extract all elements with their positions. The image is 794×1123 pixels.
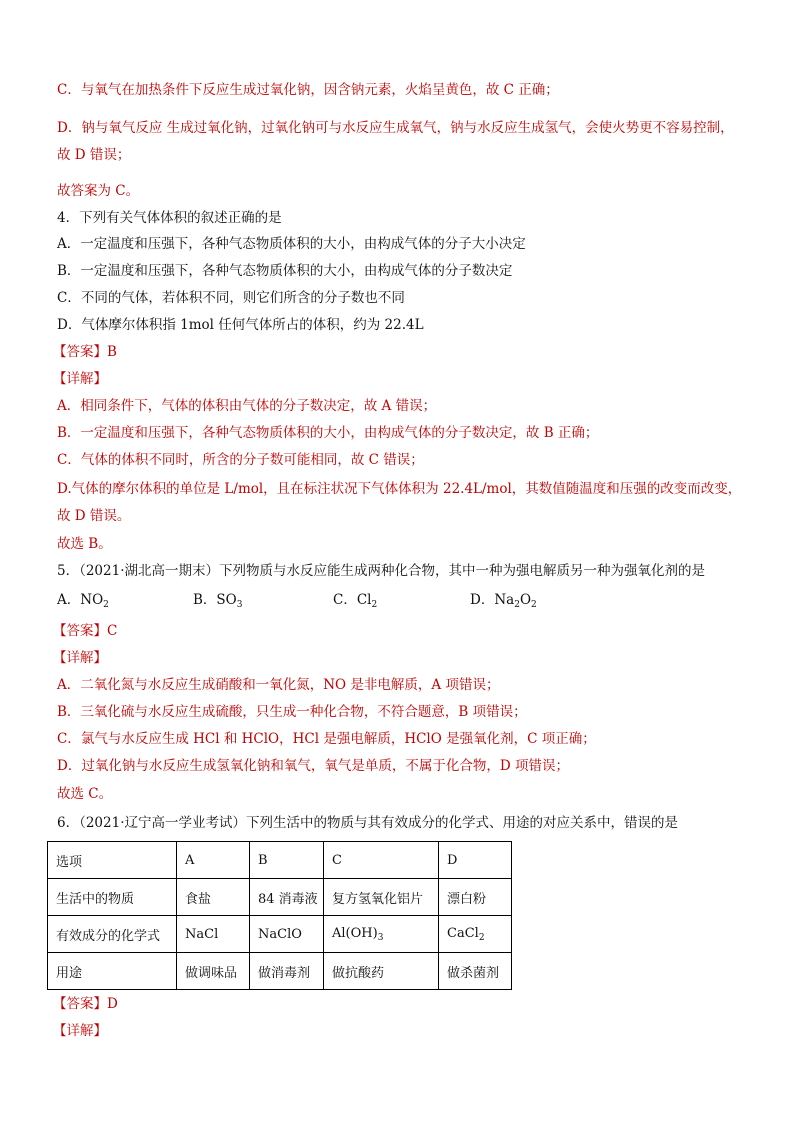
table-cell: 食盐 — [177, 879, 250, 916]
q5-explanation-c: C．氯气与水反应生成 HCl 和 HClO，HCl 是强电解质，HClO 是强氧化剂，C 项正确； — [57, 731, 596, 747]
q5-detail-label: 【详解】 — [53, 650, 107, 666]
q4-explanation-a: A．相同条件下，气体的体积由气体的分子数决定，故 A 错误； — [57, 398, 437, 414]
q6-detail-label: 【详解】 — [53, 1023, 107, 1039]
q3-conclusion: 故答案为 C。 — [57, 183, 140, 199]
table-cell: 84 消毒液 — [250, 879, 324, 916]
q5-stem: 5．（2021·湖北高一期末）下列物质与水反应能生成两种化合物，其中一种为强电解质另一种为强氧化剂的是 — [57, 563, 705, 579]
table-cell: A — [177, 842, 250, 879]
q4-explanation-d-line1: D.气体的摩尔体积的单位是 L/mol，且在标注状况下气体体积为 22.4L/mol，其数值随温度和压强的改变而改变， — [57, 481, 742, 497]
q3-explanation-d-line2: 故 D 错误； — [57, 147, 131, 163]
table-cell: 做调味品 — [177, 953, 250, 990]
q5-option-b: B．$SO_3$ — [193, 592, 243, 610]
q5-explanation-a: A．二氧化氮与水反应生成硝酸和一氧化氮，NO 是非电解质，A 项错误； — [57, 677, 500, 693]
q5-explanation-b: B．三氧化硫与水反应生成硫酸，只生成一种化合物，不符合题意，B 项错误； — [57, 704, 527, 720]
q5-explanation-d: D．过氧化钠与水反应生成氢氧化钠和氧气，氧气是单质，不属于化合物，D 项错误； — [57, 758, 569, 774]
q6-table — [47, 841, 512, 990]
q6-stem: 6．（2021·辽宁高一学业考试）下列生活中的物质与其有效成分的化学式、用途的对应关系中，错误的是 — [57, 815, 678, 831]
q4-option-a: A．一定温度和压强下，各种气态物质体积的大小，由构成气体的分子大小决定 — [57, 236, 526, 252]
q5-answer: 【答案】C — [53, 623, 118, 639]
table-cell: 漂白粉 — [439, 879, 512, 916]
q4-explanation-d-line2: 故 D 错误。 — [57, 508, 131, 524]
q4-explanation-b: B．一定温度和压强下，各种气态物质体积的大小，由构成气体的分子数决定，故 B 正确； — [57, 425, 599, 441]
table-cell: 做抗酸药 — [324, 953, 439, 990]
table-cell: 选项 — [48, 842, 177, 879]
q4-conclusion: 故选 B。 — [57, 536, 112, 552]
table-row — [48, 842, 512, 879]
table-cell: 生活中的物质 — [48, 879, 177, 916]
table-cell: 做杀菌剂 — [439, 953, 512, 990]
table-cell: NaClO — [250, 916, 324, 953]
table-cell: 用途 — [48, 953, 177, 990]
q6-answer: 【答案】D — [53, 996, 118, 1012]
table-cell: NaCl — [177, 916, 250, 953]
q5-option-a: A．$NO_2$ — [57, 592, 109, 610]
q5-option-d: D．$Na_2O_2$ — [470, 592, 537, 610]
q3-explanation-d-line1: D．钠与氧气反应 生成过氧化钠，过氧化钠可与水反应生成氧气，钠与水反应生成氢气，会使火势更不容易控制， — [57, 120, 734, 136]
table-row — [48, 879, 512, 916]
q5-option-c: C．$Cl_2$ — [333, 592, 378, 610]
table-cell: CaCl$_2$ — [439, 916, 512, 953]
q4-option-b: B．一定温度和压强下，各种气态物质体积的大小，由构成气体的分子数决定 — [57, 263, 513, 279]
q4-detail-label: 【详解】 — [53, 371, 107, 387]
table-row — [48, 953, 512, 990]
q4-stem: 4．下列有关气体体积的叙述正确的是 — [57, 210, 282, 226]
q4-answer: 【答案】B — [53, 344, 117, 360]
table-cell: D — [439, 842, 512, 879]
table-cell: 复方氢氧化铝片 — [324, 879, 439, 916]
q5-conclusion: 故选 C。 — [57, 786, 113, 802]
q4-explanation-c: C．气体的体积不同时，所含的分子数可能相同，故 C 错误； — [57, 452, 424, 468]
q3-explanation-c: C．与氧气在加热条件下反应生成过氧化钠，因含钠元素，火焰呈黄色，故 C 正确； — [57, 82, 559, 98]
q4-option-d: D．气体摩尔体积指 1mol 任何气体所占的体积，约为 22.4L — [57, 317, 424, 333]
table-cell: $Al(OH)_3$ — [324, 916, 439, 953]
table-cell: C — [324, 842, 439, 879]
q4-option-c: C．不同的气体，若体积不同，则它们所含的分子数也不同 — [57, 290, 405, 306]
table-cell: B — [250, 842, 324, 879]
table-cell: 有效成分的化学式 — [48, 916, 177, 953]
table-cell: 做消毒剂 — [250, 953, 324, 990]
table-row — [48, 916, 512, 953]
